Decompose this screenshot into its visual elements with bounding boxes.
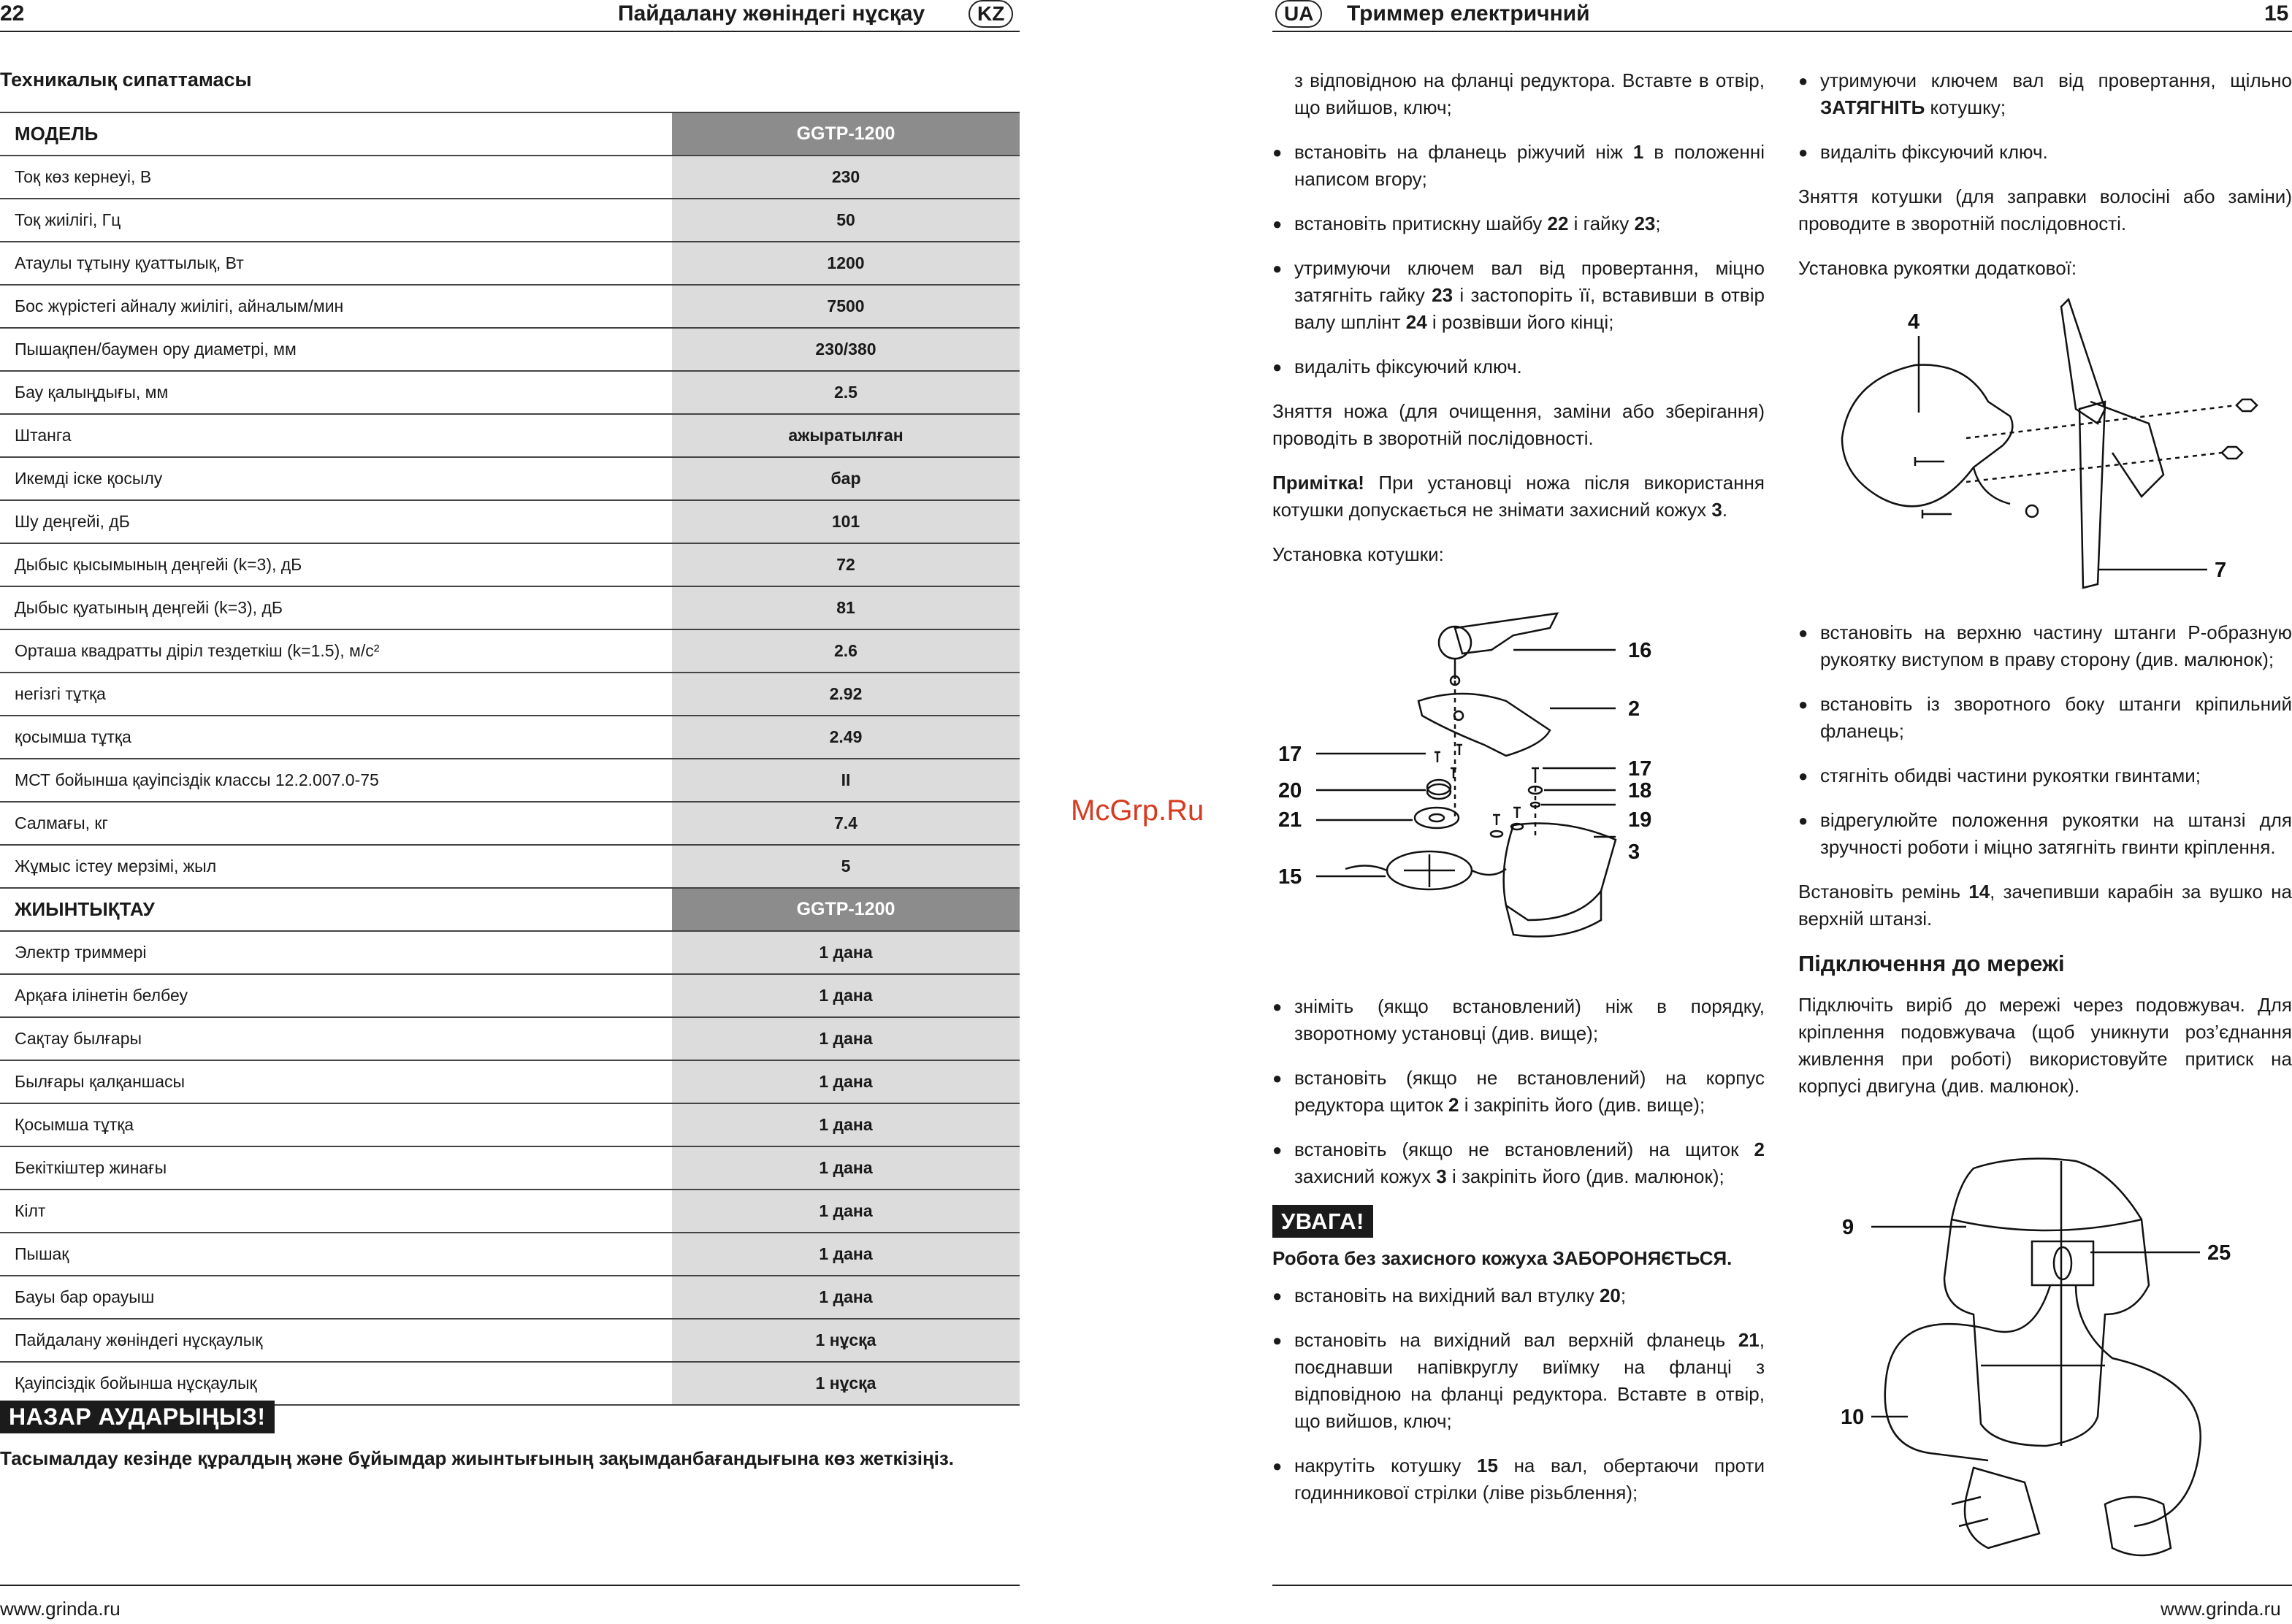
spec-label: Бекіткіштер жинағы (0, 1146, 672, 1190)
spec-row (0, 414, 1020, 457)
spec-row (0, 716, 1020, 759)
kz-alert-text: Тасымалдау кезінде құралдың және бұйымдар жиынтығының зақымданбағандығына көз жеткізіңіз. (0, 1447, 955, 1469)
spool-label-21: 21 (1278, 808, 1302, 832)
spec-label: Жұмыс істеу мерзімі, жыл (0, 845, 672, 888)
spec-label: Пайдалану жөніндегі нұсқаулық (0, 1319, 672, 1362)
bullet-tighten-nut: ● утримуючи ключем вал від провертання, міцно затягніть гайку 23 і застопоріть її, вставивши в отвір валу шплінт 24 і розвівши його кінці; (1272, 255, 1765, 336)
spec-table (0, 112, 1020, 1406)
spec-value: 1 дана (672, 1146, 1020, 1190)
spec-value: 1 дана (672, 1233, 1020, 1276)
bullet-adjust-handle: ● відрегулюйте положення рукоятки на штанзі для зручності роботи і міцно затягніть гвинти кріплення. (1798, 807, 2292, 861)
spec-row (0, 156, 1020, 199)
spool-assembly-figure (1272, 599, 1765, 964)
spec-row (0, 845, 1020, 888)
spec-value: 81 (672, 586, 1020, 629)
text-spool-removal: Зняття котушки (для заправки волосіні або заміни) проводите в зворотній послідовності. (1798, 185, 2292, 234)
spec-value: 230/380 (672, 328, 1020, 371)
spec-label: Бауы бар орауыш (0, 1276, 672, 1319)
right-header-title: Триммер електричний (1347, 1, 1590, 26)
spec-value: 1 дана (672, 1017, 1020, 1060)
handle-label-7: 7 (2215, 559, 2227, 582)
note-label: Примітка! (1272, 472, 1364, 494)
bullet-remove-knife: ● зніміть (якщо встановлений) ніж в порядку, зворотному установці (див. вище); (1272, 993, 1765, 1047)
spool-label-19: 19 (1628, 808, 1652, 832)
text-continuation: з відповідною на фланці редуктора. Вставте в отвір, що вийшов, ключ; (1294, 69, 1765, 118)
spec-section-title: Техникалық сипаттамасы (0, 69, 252, 91)
spool-label-17-right: 17 (1628, 757, 1652, 781)
spec-row (0, 242, 1020, 285)
text-handle-install: Установка рукоятки додаткової: (1798, 257, 2077, 279)
spec-row (0, 1362, 1020, 1405)
ua-col2-top (1798, 67, 2292, 299)
spec-label: Пышақ (0, 1233, 672, 1276)
spec-label: Шу деңгейі, дБ (0, 500, 672, 543)
bullet-screw-spool: ● накрутіть котушку 15 на вал, обертаючи проти годинникової стрілки (ліве різьблення); (1272, 1452, 1765, 1506)
spec-row (0, 629, 1020, 673)
spec-label: Тоқ жиілігі, Гц (0, 199, 672, 242)
bullet-install-handle: ● встановіть на верхню частину штанги Р-образную рукоятку виступом в праву сторону (див. малюнок); (1798, 619, 2292, 673)
ua-language-badge: UA (1275, 0, 1322, 28)
spec-value: 72 (672, 543, 1020, 586)
spec-label: Штанга (0, 414, 672, 457)
spec-label: МСТ бойынша қауіпсіздік классы 12.2.007.0-75 (0, 759, 672, 802)
spec-row (0, 457, 1020, 500)
left-header-rule (0, 31, 1020, 32)
left-header-title: Пайдалану жөніндегі нұсқау (618, 1, 925, 26)
text-knife-removal: Зняття ножа (для очищення, заміни або зберігання) проводіть в зворотній послідовності. (1272, 400, 1765, 449)
kz-language-badge: KZ (969, 0, 1013, 28)
handle-assembly-figure (1798, 292, 2292, 613)
spec-header-row (0, 888, 1020, 931)
spec-value: 1200 (672, 242, 1020, 285)
spec-row (0, 1146, 1020, 1190)
spec-value: бар (672, 457, 1020, 500)
motor-label-10: 10 (1841, 1406, 1865, 1429)
note-paragraph: Примітка! При установці ножа після використання котушки допускається не знімати захисний кожух 3. (1272, 472, 1765, 521)
watermark: McGrp.Ru (1071, 794, 1204, 827)
spec-row (0, 802, 1020, 845)
spec-label: Салмағы, кг (0, 802, 672, 845)
bullet-install-guard: ● встановіть (якщо не встановлений) на щиток 2 захисний кожух 3 і закріпіть його (див. малюнок); (1272, 1136, 1765, 1190)
ua-col1-top (1272, 67, 1765, 586)
spool-label-17-left: 17 (1278, 743, 1302, 766)
right-page-number: 15 (2264, 1, 2289, 26)
spec-label: Атаулы тұтыну қуаттылық, Вт (0, 242, 672, 285)
spec-label: Бау қалыңдығы, мм (0, 371, 672, 414)
bullet-install-shield: ● встановіть (якщо не встановлений) на корпус редуктора щиток 2 і закріпіть його (див. вище); (1272, 1065, 1765, 1119)
spec-value: 2.92 (672, 673, 1020, 716)
spec-row (0, 1017, 1020, 1060)
left-footer-url[interactable]: www.grinda.ru (0, 1598, 121, 1620)
spec-label: Кілт (0, 1190, 672, 1233)
text-power-connection: Підключіть виріб до мережі через подовжувач. Для кріплення подовжувача (щоб уникнути роз’єднання живлення при роботі) використовуйте притиск на корпусі двигуна (див. малюнок). (1798, 994, 2292, 1097)
spec-label: Қауіпсіздік бойынша нұсқаулық (0, 1362, 672, 1405)
spec-label: Электр триммері (0, 931, 672, 974)
spec-label: ЖИЫНТЫҚТАУ (0, 888, 672, 931)
spec-row (0, 1190, 1020, 1233)
spec-row (0, 1103, 1020, 1146)
spec-value: 1 нұсқа (672, 1319, 1020, 1362)
spool-label-3: 3 (1628, 840, 1640, 864)
ua-col1-bottom (1272, 993, 1765, 1524)
spec-row (0, 931, 1020, 974)
spec-label: Тоқ көз кернеуі, В (0, 156, 672, 199)
spec-label: Бос жүрістегі айналу жиілігі, айналым/мин (0, 285, 672, 328)
kz-alert-banner (0, 1401, 275, 1433)
left-footer-rule (0, 1585, 1020, 1586)
spec-value: 7.4 (672, 802, 1020, 845)
bullet-install-flange-back: ● встановіть із зворотного боку штанги кріпильний фланець; (1798, 691, 2292, 745)
left-page-number: 22 (0, 1, 25, 26)
spec-label: қосымша тұтқа (0, 716, 672, 759)
spec-label: Сақтау былғары (0, 1017, 672, 1060)
spec-value: 1 дана (672, 931, 1020, 974)
spec-label: Икемді іске қосылу (0, 457, 672, 500)
text-spool-install: Установка котушки: (1272, 543, 1444, 565)
spec-value: 2.6 (672, 629, 1020, 673)
spec-value: 1 дана (672, 974, 1020, 1017)
spec-row (0, 328, 1020, 371)
bullet-tighten-screws: ● стягніть обидві частини рукоятки гвинтами; (1798, 762, 2292, 789)
spec-value: 5 (672, 845, 1020, 888)
bullet-install-knife: ● встановіть на фланець ріжучий ніж 1 в положенні написом вгору; (1272, 139, 1765, 193)
right-header-rule (1272, 31, 2292, 32)
spec-label: Дыбыс қысымының деңгейі (k=3), дБ (0, 543, 672, 586)
spec-value: 1 дана (672, 1276, 1020, 1319)
spec-value: 1 дана (672, 1190, 1020, 1233)
bullet-install-washer: ● встановіть притискну шайбу 22 і гайку 23; (1272, 210, 1765, 237)
spec-value: 1 дана (672, 1060, 1020, 1103)
spec-value: 1 дана (672, 1103, 1020, 1146)
bullet-tighten-spool: ● утримуючи ключем вал від провертання, щільно ЗАТЯГНІТЬ котушку; (1798, 67, 2292, 121)
spec-row (0, 1233, 1020, 1276)
spec-row (0, 199, 1020, 242)
right-footer-url[interactable]: www.grinda.ru (2161, 1598, 2281, 1620)
spec-label: Орташа квадратты діріл тездеткіш (k=1.5), м/с² (0, 629, 672, 673)
text-belt: Встановіть ремінь 14, зачепивши карабін за вушко на верхній штанзі. (1798, 881, 2292, 930)
motor-label-9: 9 (1842, 1216, 1854, 1239)
spec-row (0, 285, 1020, 328)
spec-row (0, 1276, 1020, 1319)
spec-label: Арқаға ілінетін белбеу (0, 974, 672, 1017)
spec-row (0, 759, 1020, 802)
right-footer-rule (1272, 1585, 2292, 1586)
bullet-install-bushing: ● встановіть на вихідний вал втулку 20; (1272, 1282, 1765, 1309)
spec-value: 7500 (672, 285, 1020, 328)
spec-label: Былғары қалқаншасы (0, 1060, 672, 1103)
spec-value: 230 (672, 156, 1020, 199)
spec-label: Дыбыс қуатының деңгейі (k=3), дБ (0, 586, 672, 629)
ua-warning-text: Робота без захисного кожуха ЗАБОРОНЯЄТЬСЯ. (1272, 1247, 1733, 1269)
spec-value: 101 (672, 500, 1020, 543)
spec-label: Пышақпен/баумен ору диаметрі, мм (0, 328, 672, 371)
motor-cord-figure (1798, 1139, 2292, 1570)
spec-value: 2.5 (672, 371, 1020, 414)
spec-label: негізгі тұтқа (0, 673, 672, 716)
spool-label-16: 16 (1628, 639, 1652, 662)
kz-alert-title: НАЗАР АУДАРЫҢЫЗ! (0, 1401, 275, 1433)
spec-row (0, 543, 1020, 586)
heading-power-connection: Підключення до мережі (1798, 951, 2065, 976)
ua-warning-banner (1272, 1205, 1765, 1238)
spec-row (0, 1060, 1020, 1103)
spool-label-20: 20 (1278, 779, 1302, 803)
spec-value: 50 (672, 199, 1020, 242)
spec-value: 2.49 (672, 716, 1020, 759)
spool-label-15: 15 (1278, 865, 1302, 889)
spec-row (0, 673, 1020, 716)
bullet-install-flange: ● встановіть на вихідний вал верхній фланець 21, поєднавши напівкруглу виїмку на фланці з відповідною на фланці редуктора. Вставте в отвір, що вийшов, ключ; (1272, 1327, 1765, 1435)
spec-row (0, 1319, 1020, 1362)
bullet-remove-key: ● видаліть фіксуючий ключ. (1272, 353, 1765, 380)
spec-label: МОДЕЛЬ (0, 112, 672, 156)
handle-label-4: 4 (1908, 310, 1920, 334)
spec-value: II (672, 759, 1020, 802)
spec-row (0, 586, 1020, 629)
spec-value: GGTP-1200 (672, 112, 1020, 156)
spec-row (0, 974, 1020, 1017)
spec-value: ажыратылған (672, 414, 1020, 457)
spool-label-2: 2 (1628, 697, 1640, 721)
spec-header-row (0, 112, 1020, 156)
spec-value: GGTP-1200 (672, 888, 1020, 931)
spec-row (0, 371, 1020, 414)
spool-label-18: 18 (1628, 779, 1652, 803)
bullet-remove-key-2: ● видаліть фіксуючий ключ. (1798, 139, 2292, 166)
spec-row (0, 500, 1020, 543)
spec-value: 1 нұсқа (672, 1362, 1020, 1405)
ua-col2-middle (1798, 619, 2292, 1117)
spec-label: Қосымша тұтқа (0, 1103, 672, 1146)
ua-warning-title: УВАГА! (1272, 1205, 1373, 1238)
motor-label-25: 25 (2207, 1241, 2231, 1265)
